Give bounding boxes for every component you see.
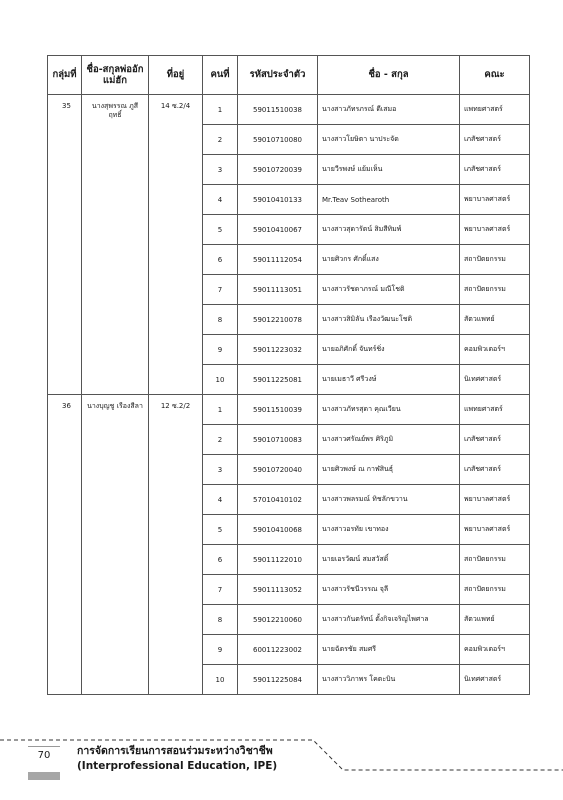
student-name-cell: นางสาวรัชดาภรณ์ มณีโชติ — [318, 275, 460, 305]
header-no: คนที่ — [203, 56, 238, 95]
row-number-cell: 8 — [203, 605, 238, 635]
student-name-cell: นางสาวศรัณย์พร ศิริภูมิ — [318, 425, 460, 455]
faculty-cell: พยาบาลศาสตร์ — [460, 515, 530, 545]
row-number-cell: 5 — [203, 515, 238, 545]
row-number-cell: 1 — [203, 395, 238, 425]
host-name-cell: นางสุพรรณ ภูสีฤทธิ์ — [82, 95, 149, 395]
student-id-cell: 59010710080 — [238, 125, 318, 155]
row-number-cell: 3 — [203, 155, 238, 185]
student-id-cell: 59011225081 — [238, 365, 318, 395]
header-address: ที่อยู่ — [149, 56, 203, 95]
student-name-cell: นางสาวสุดารัตน์ สิมสีทิมพ์ — [318, 215, 460, 245]
student-name-cell: นายเมธาวี ศรีวงษ์ — [318, 365, 460, 395]
faculty-cell: สัตวแพทย์ — [460, 305, 530, 335]
student-name-cell: นางสาวกันตรัทน์ ตั้งกิจเจริญไพศาล — [318, 605, 460, 635]
student-id-cell: 59011112054 — [238, 245, 318, 275]
faculty-cell: พยาบาลศาสตร์ — [460, 215, 530, 245]
address-cell: 12 ซ.2/2 — [149, 395, 203, 695]
faculty-cell: เภสัชศาสตร์ — [460, 455, 530, 485]
table-body — [48, 95, 530, 695]
student-id-cell: 60011223002 — [238, 635, 318, 665]
student-name-cell: นางสาวโยษิตา นาประจัด — [318, 125, 460, 155]
faculty-cell: นิเทศศาสตร์ — [460, 665, 530, 695]
faculty-cell: เภสัชศาสตร์ — [460, 125, 530, 155]
student-id-cell: 59012210060 — [238, 605, 318, 635]
faculty-cell: คอมพิวเตอร์ฯ — [460, 335, 530, 365]
student-id-cell: 59012210078 — [238, 305, 318, 335]
group-number-cell: 35 — [48, 95, 82, 395]
faculty-cell: เภสัชศาสตร์ — [460, 425, 530, 455]
faculty-cell: สถาปัตยกรรม — [460, 575, 530, 605]
student-id-cell: 59010410067 — [238, 215, 318, 245]
footer-title-english: (Interprofessional Education, IPE) — [77, 760, 278, 773]
student-name-cell: นายอภิศักดิ์ จันทร์ชิ่ง — [318, 335, 460, 365]
student-id-cell: 59011113051 — [238, 275, 318, 305]
group-number-cell: 36 — [48, 395, 82, 695]
host-name-cell: นางบุญชู เรืองสีลา — [82, 395, 149, 695]
row-number-cell: 6 — [203, 245, 238, 275]
faculty-cell: พยาบาลศาสตร์ — [460, 485, 530, 515]
row-number-cell: 10 — [203, 665, 238, 695]
faculty-cell: สัตวแพทย์ — [460, 605, 530, 635]
row-number-cell: 6 — [203, 545, 238, 575]
row-number-cell: 5 — [203, 215, 238, 245]
header-student-id: รหัสประจำตัว — [238, 56, 318, 95]
header-host: ชื่อ-สกุลพ่ออักแม่ฮัก — [82, 56, 149, 95]
faculty-cell: แพทยศาสตร์ — [460, 395, 530, 425]
table-row — [48, 395, 530, 425]
row-number-cell: 4 — [203, 185, 238, 215]
student-id-cell: 59011510038 — [238, 95, 318, 125]
header-group: กลุ่มที่ — [48, 56, 82, 95]
student-id-cell: 59011113052 — [238, 575, 318, 605]
student-name-cell: นางสาวภัทรภรณ์ ดีเสมอ — [318, 95, 460, 125]
row-number-cell: 2 — [203, 425, 238, 455]
student-id-cell: 59010410133 — [238, 185, 318, 215]
student-name-cell: นางสาววิภาพร โคตะบิน — [318, 665, 460, 695]
student-id-cell: 59010710083 — [238, 425, 318, 455]
row-number-cell: 9 — [203, 335, 238, 365]
row-number-cell: 7 — [203, 275, 238, 305]
student-name-cell: นายศิวพงษ์ ณ กาฬสินธุ์ — [318, 455, 460, 485]
student-name-cell: นางสาวภัทรสุดา คุณเวียน — [318, 395, 460, 425]
student-id-cell: 57010410102 — [238, 485, 318, 515]
student-name-cell: นายฉัตรชัย สมศรี — [318, 635, 460, 665]
student-id-cell: 59011122010 — [238, 545, 318, 575]
student-name-cell: นายศิวกร ศักดิ์แสง — [318, 245, 460, 275]
address-cell: 14 ซ.2/4 — [149, 95, 203, 395]
row-number-cell: 4 — [203, 485, 238, 515]
row-number-cell: 2 — [203, 125, 238, 155]
faculty-cell: แพทยศาสตร์ — [460, 95, 530, 125]
student-name-cell: นายเอรวัฒน์ สมสวัสดิ์ — [318, 545, 460, 575]
page-number-rule — [28, 746, 60, 747]
table-row — [48, 95, 530, 125]
faculty-cell: สถาปัตยกรรม — [460, 275, 530, 305]
student-name-cell: นางสาวอรทัย เขาทอง — [318, 515, 460, 545]
page-number-bar — [28, 772, 60, 780]
header-name: ชื่อ - สกุล — [318, 56, 460, 95]
row-number-cell: 7 — [203, 575, 238, 605]
student-name-cell: นางสาวพลรมณ์ ทิชลักขวาน — [318, 485, 460, 515]
row-number-cell: 9 — [203, 635, 238, 665]
student-group-table — [47, 55, 530, 695]
faculty-cell: คอมพิวเตอร์ฯ — [460, 635, 530, 665]
student-id-cell: 59011510039 — [238, 395, 318, 425]
faculty-cell: สถาปัตยกรรม — [460, 545, 530, 575]
page-number: 70 — [37, 750, 51, 761]
student-id-cell: 59011225084 — [238, 665, 318, 695]
row-number-cell: 8 — [203, 305, 238, 335]
footer-title-thai: การจัดการเรียนการสอนร่วมระหว่างวิชาชีพ — [77, 745, 273, 757]
student-name-cell: นางสาวสิมิลัน เรืองวัฒนะโชติ — [318, 305, 460, 335]
row-number-cell: 3 — [203, 455, 238, 485]
faculty-cell: พยาบาลศาสตร์ — [460, 185, 530, 215]
faculty-cell: สถาปัตยกรรม — [460, 245, 530, 275]
student-name-cell: นางสาวรัชนีวรรณ จุลี — [318, 575, 460, 605]
student-id-cell: 59011223032 — [238, 335, 318, 365]
student-name-cell: Mr.Teav Sothearoth — [318, 185, 460, 215]
faculty-cell: เภสัชศาสตร์ — [460, 155, 530, 185]
student-id-cell: 59010410068 — [238, 515, 318, 545]
footer-title — [77, 744, 277, 774]
student-id-cell: 59010720039 — [238, 155, 318, 185]
student-name-cell: นายวีรพงษ์ แย้มเห็น — [318, 155, 460, 185]
table-header-row — [48, 56, 530, 95]
header-faculty: คณะ — [460, 56, 530, 95]
row-number-cell: 10 — [203, 365, 238, 395]
faculty-cell: นิเทศศาสตร์ — [460, 365, 530, 395]
student-id-cell: 59010720040 — [238, 455, 318, 485]
row-number-cell: 1 — [203, 95, 238, 125]
